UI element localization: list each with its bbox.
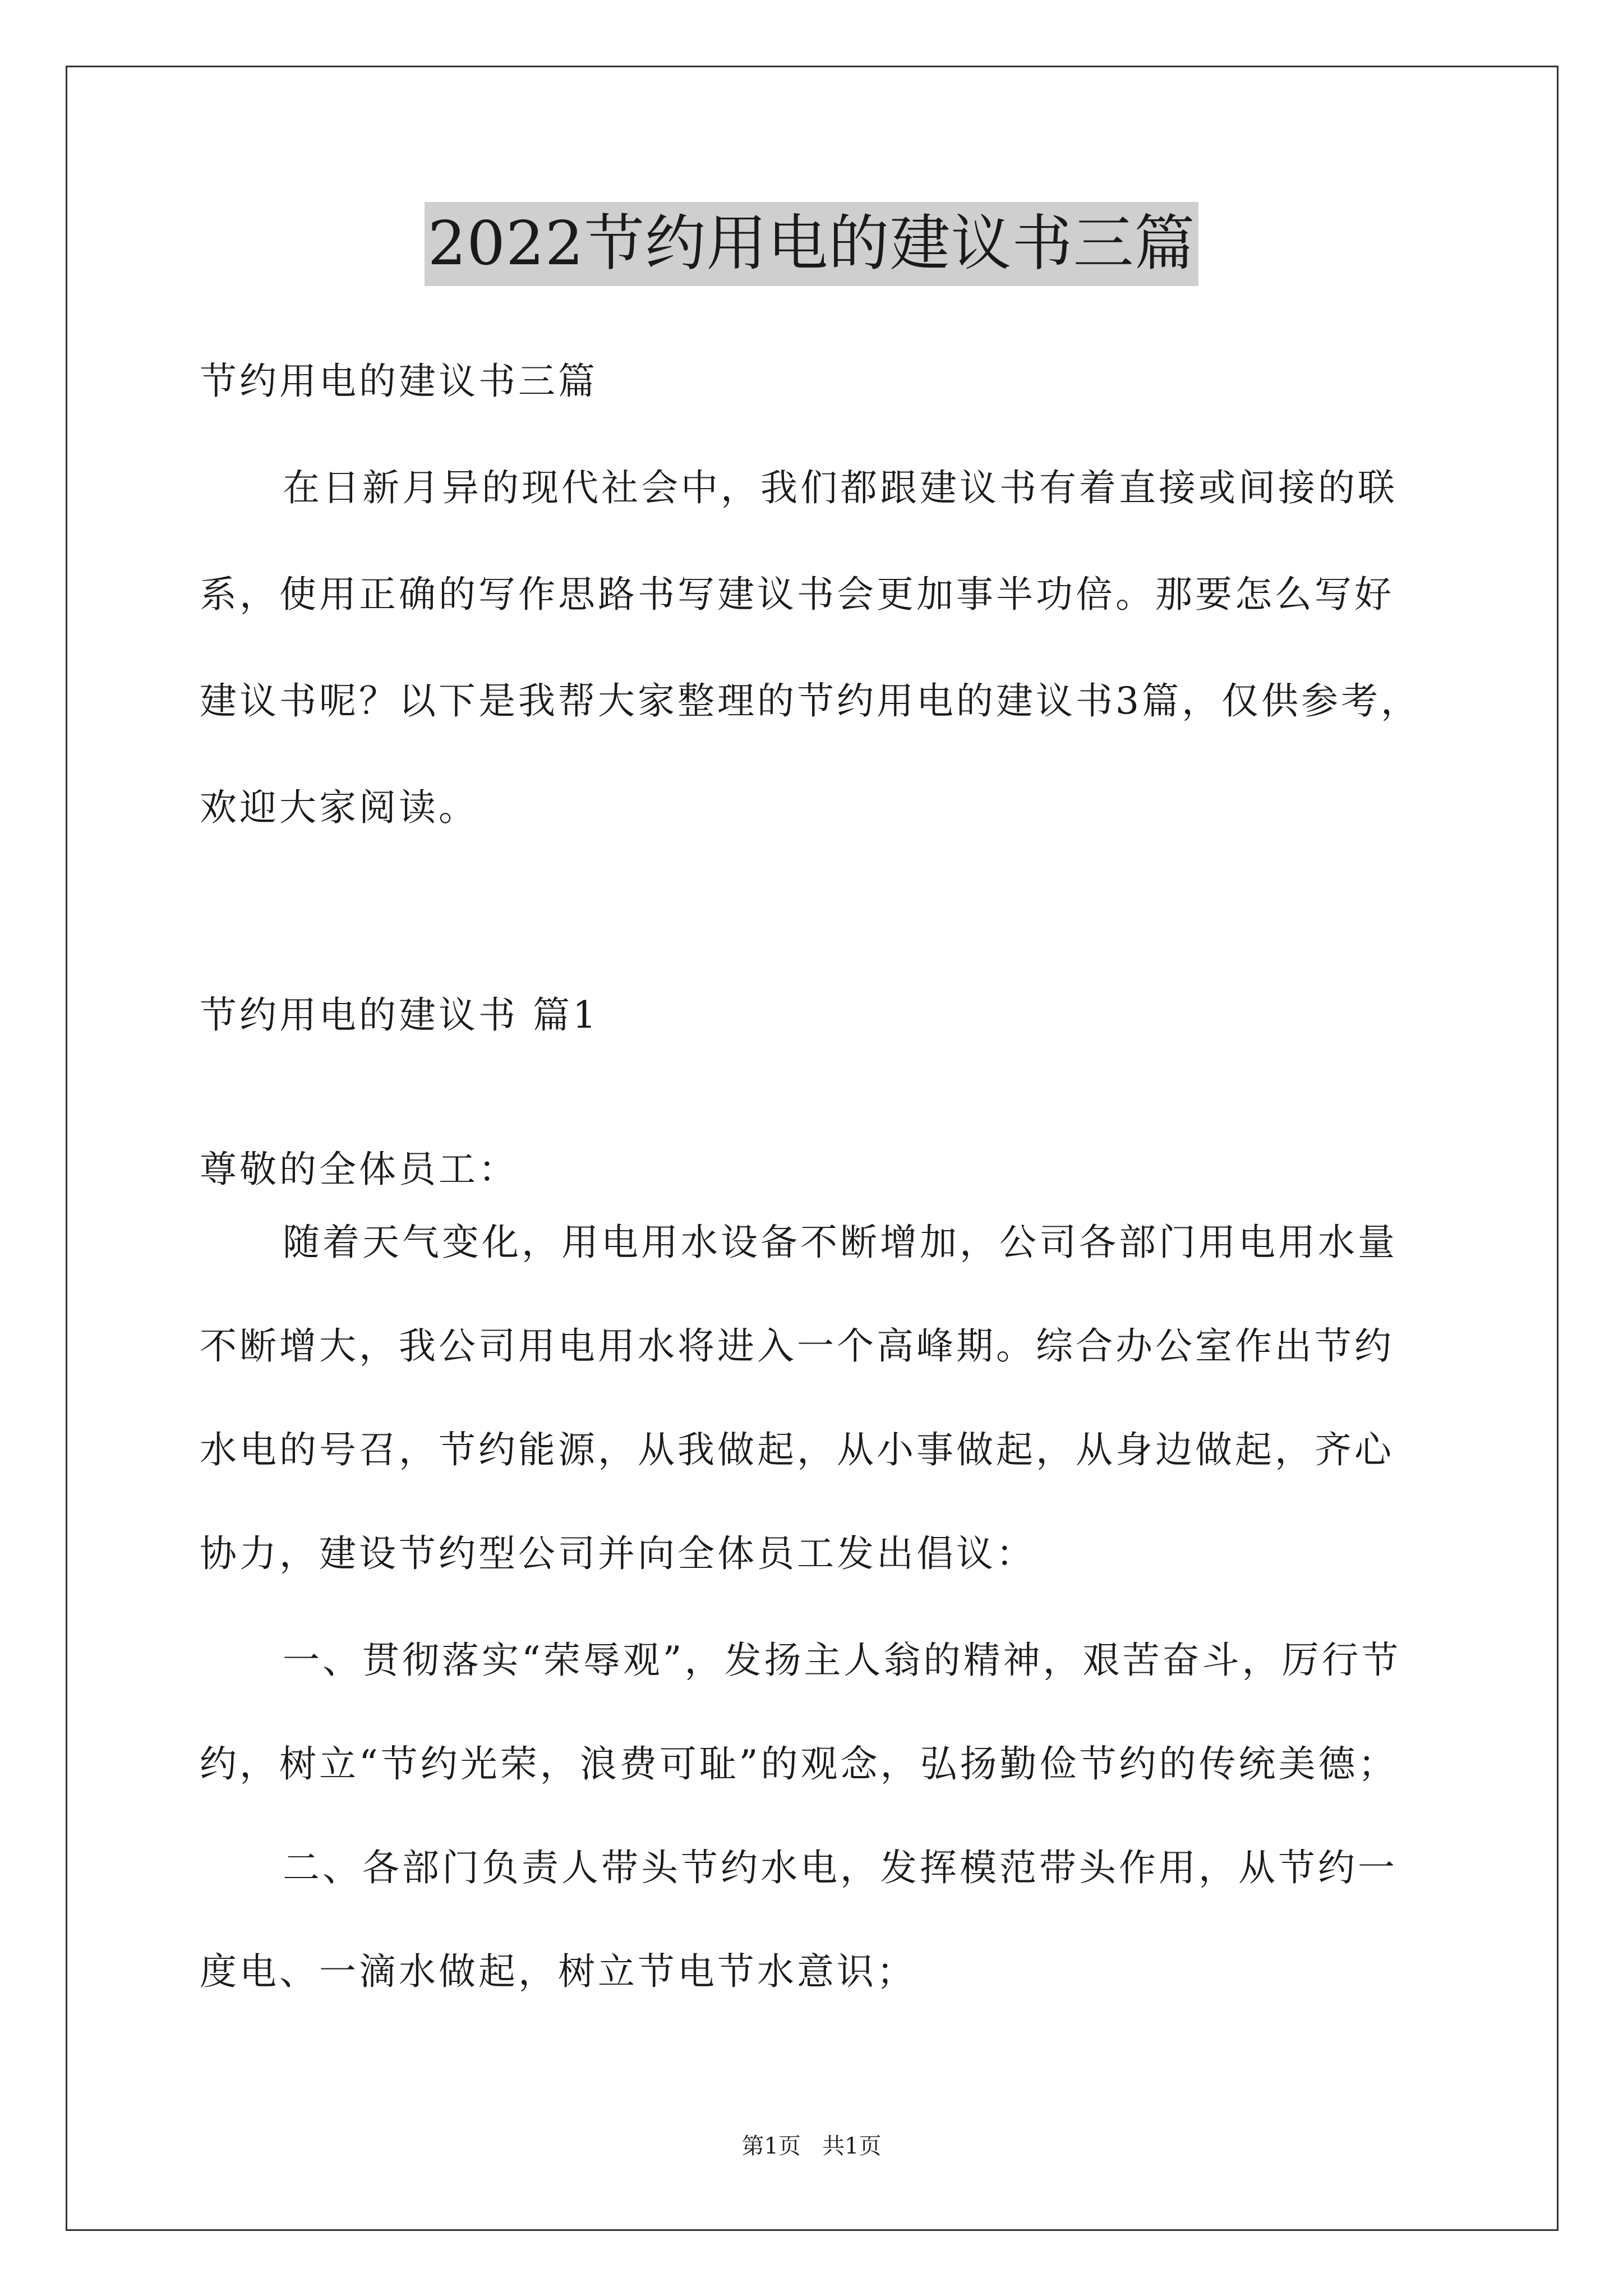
- page-number: 第1页 共1页: [741, 2133, 882, 2159]
- title-block: [0, 202, 1623, 286]
- body-line: 度电、一滴水做起，树立节电节水意识；: [200, 1950, 916, 1993]
- intro-line: 建议书呢？以下是我帮大家整理的节约用电的建议书3篇，仅供参考，: [200, 679, 1421, 723]
- body-line: 一、贯彻落实“荣辱观”，发扬主人翁的精神，艰苦奋斗，厉行节: [283, 1639, 1401, 1682]
- document-subtitle: 节约用电的建议书三篇: [200, 360, 598, 403]
- intro-line: 系，使用正确的写作思路书写建议书会更加事半功倍。那要怎么写好: [200, 573, 1394, 616]
- body-line: 随着天气变化，用电用水设备不断增加，公司各部门用电用水量: [283, 1221, 1398, 1264]
- intro-line: 在日新月异的现代社会中，我们都跟建议书有着直接或间接的联: [283, 466, 1398, 509]
- salutation: 尊敬的全体员工：: [200, 1148, 518, 1191]
- section-heading: 节约用电的建议书 篇1: [200, 993, 599, 1037]
- document-title: 2022节约用电的建议书三篇: [425, 202, 1199, 286]
- body-line: 不断增大，我公司用电用水将进入一个高峰期。综合办公室作出节约: [200, 1324, 1394, 1368]
- body-line: 约，树立“节约光荣，浪费可耻”的观念，弘扬勤俭节约的传统美德；: [200, 1742, 1398, 1786]
- body-line: 水电的号召，节约能源，从我做起，从小事做起，从身边做起，齐心: [200, 1428, 1394, 1471]
- body-line: 协力，建设节约型公司并向全体员工发出倡议：: [200, 1532, 1036, 1575]
- body-line: 二、各部门负责人带头节约水电，发挥模范带头作用，从节约一: [283, 1846, 1398, 1889]
- intro-line: 欢迎大家阅读。: [200, 786, 478, 829]
